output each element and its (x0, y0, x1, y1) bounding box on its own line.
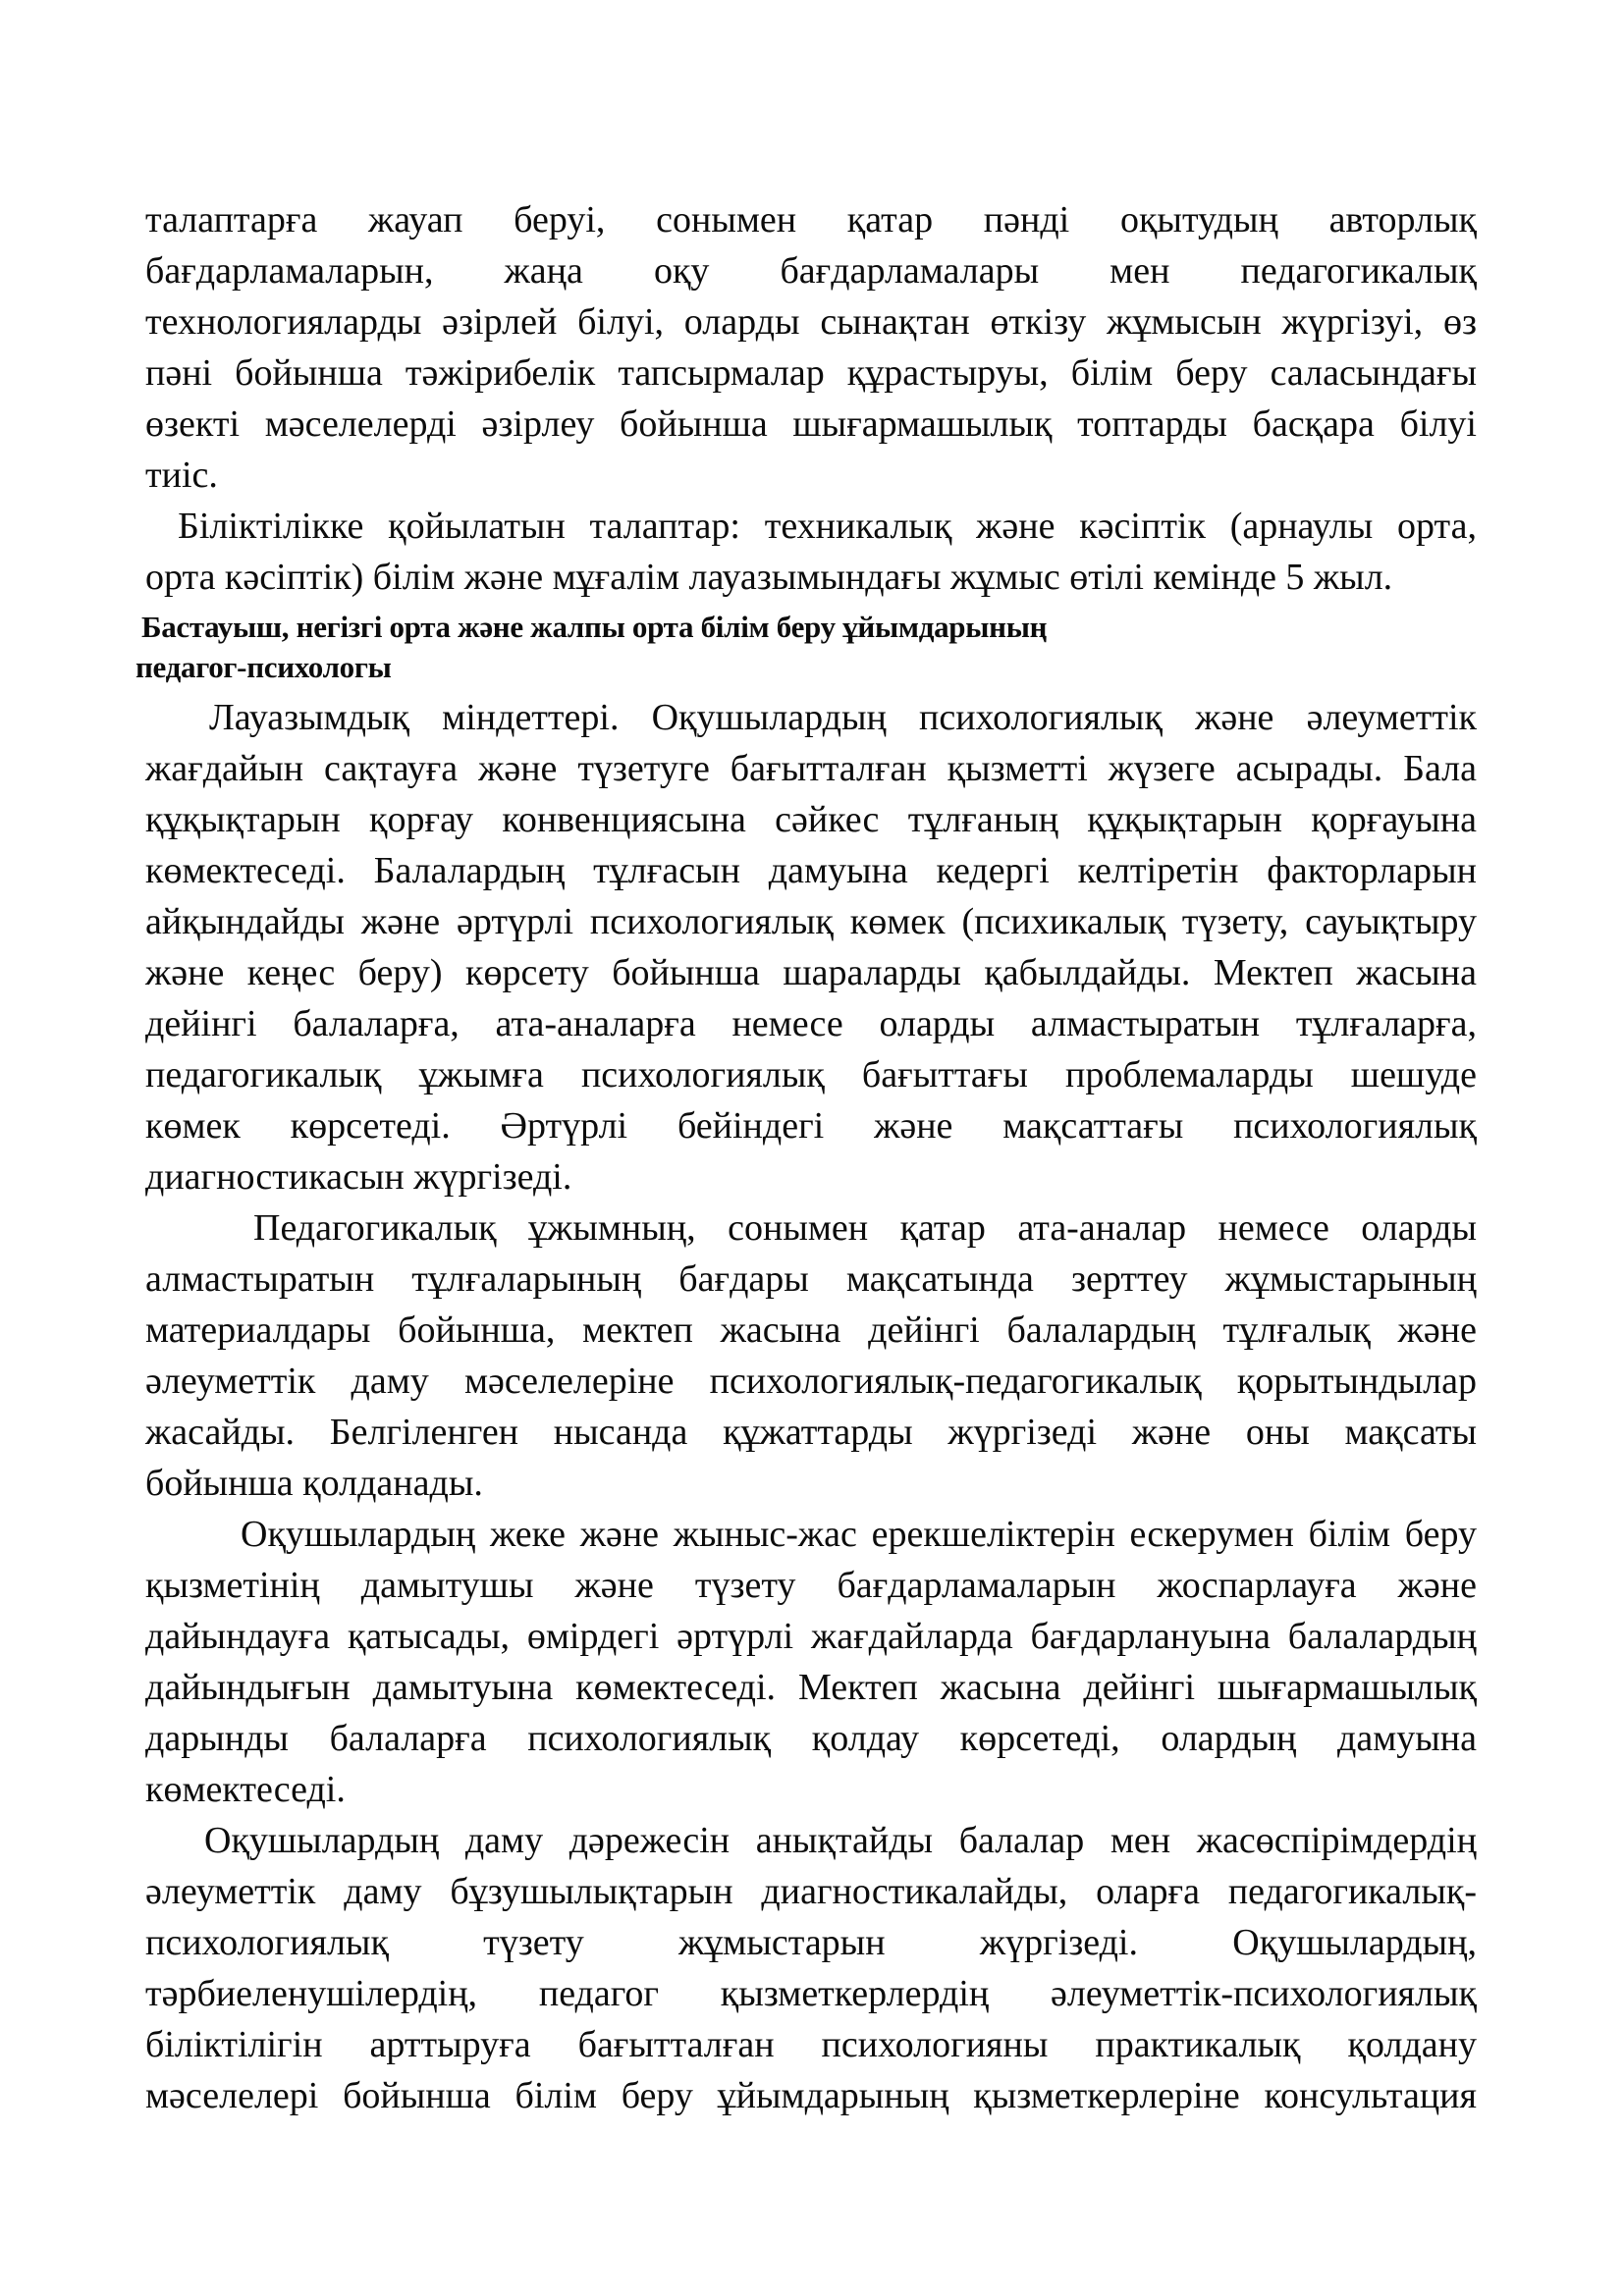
paragraph (145, 501, 1477, 603)
paragraph (145, 692, 1477, 1202)
text-line: пәні бойынша тәжірибелік тапсырмалар құрастыруы, білім беру саласындағы (145, 352, 1477, 394)
text-line: алмастыратын тұлғаларының бағдары мақсатында зерттеу жұмыстарының (145, 1258, 1477, 1300)
text-line: педагогикалық ұжымға психологиялық бағыттағы проблемаларды шешуде (145, 1054, 1477, 1095)
text-line: Лауазымдық міндеттері. Оқушылардың психологиялық және әлеуметтік (209, 697, 1477, 738)
paragraph (145, 194, 1477, 501)
text-line: дарынды балаларға психологиялық қолдау көрсетеді, олардың дамуына (145, 1718, 1477, 1759)
text-line: өзекті мәселелерді әзірлеу бойынша шығармашылық топтарды басқара білуі (145, 403, 1477, 445)
text-line: мәселелері бойынша білім беру ұйымдарының қызметкерлеріне консультация (145, 2075, 1477, 2116)
text-line: жағдайын сақтауға және түзетуге бағытталған қызметті жүзеге асырады. Бала (145, 748, 1477, 789)
paragraph (145, 1202, 1477, 1509)
text-line: әлеуметтік даму мәселелеріне психологиялық-педагогикалық қорытындылар (145, 1361, 1477, 1402)
text-line: дайындауға қатысады, өмірдегі әртүрлі жағдайларда бағдарлануына балалардың (145, 1616, 1477, 1657)
text-line: бағдарламаларын, жаңа оқу бағдарламалары мен педагогикалық (145, 250, 1477, 292)
text-line: материалдары бойынша, мектеп жасына дейінгі балалардың тұлғалық және (145, 1309, 1477, 1351)
text-line: дейінгі балаларға, ата-аналарға немесе оларды алмастыратын тұлғаларға, (145, 1003, 1477, 1044)
text-line: технологияларды әзірлей білуі, оларды сынақтан өткізу жұмысын жүргізуі, өз (145, 301, 1477, 343)
heading-line: педагог-психологы (135, 650, 392, 684)
text-line: және кеңес беру) көрсету бойынша шараларды қабылдайды. Мектеп жасына (145, 952, 1477, 993)
text-line: тиіс. (145, 454, 218, 496)
paragraph (145, 1509, 1477, 1815)
text-line: айқындайды және әртүрлі психологиялық көмек (психикалық түзету, сауықтыру (145, 901, 1477, 942)
document-text-block (135, 194, 1477, 2121)
text-line: жасайды. Белгіленген нысанда құжаттарды жүргізеді және оны мақсаты (145, 1412, 1477, 1453)
text-line: қызметінің дамытушы және түзету бағдарламаларын жоспарлауға және (145, 1565, 1477, 1606)
text-line: құқықтарын қорғау конвенциясына сәйкес тұлғаның құқықтарын қорғауына (145, 799, 1477, 840)
text-line: талаптарға жауап беруі, сонымен қатар пәнді оқытудың авторлық (145, 199, 1477, 240)
text-line: орта кәсіптік) білім және мұғалім лауазымындағы жұмыс өтілі кемінде 5 жыл. (145, 557, 1393, 598)
text-line: Педагогикалық ұжымның, сонымен қатар ата-аналар немесе оларды (253, 1207, 1477, 1249)
text-line: Біліктілікке қойылатын талаптар: техникалық және кәсіптік (арнаулы орта, (178, 506, 1477, 547)
text-line: диагностикасын жүргізеді. (145, 1156, 572, 1198)
text-line: тәрбиеленушілердің, педагог қызметкерлердің әлеуметтік-психологиялық (145, 1973, 1477, 2014)
text-line: біліктілігін арттыруға бағытталған психологияны практикалық қолдану (145, 2024, 1477, 2065)
text-line: психологиялық түзету жұмыстарын жүргізеді. Оқушылардың, (145, 1922, 1477, 1963)
paragraph (145, 1815, 1477, 2121)
text-line: бойынша қолданады. (145, 1463, 483, 1504)
text-line: әлеуметтік даму бұзушылықтарын диагностикалайды, оларға педагогикалық- (145, 1871, 1477, 1912)
section-heading (135, 607, 1477, 687)
text-line: көмектеседі. (145, 1769, 346, 1810)
text-line: Оқушылардың даму дәрежесін анықтайды балалар мен жасөспірімдердің (204, 1820, 1477, 1861)
text-line: Оқушылардың жеке және жыныс-жас ерекшеліктерін ескерумен білім беру (241, 1514, 1477, 1555)
heading-line: Бастауыш, негізгі орта және жалпы орта білім беру ұйымдарының (141, 610, 1048, 644)
text-line: көмек көрсетеді. Әртүрлі бейіндегі және мақсаттағы психологиялық (145, 1105, 1477, 1147)
text-line: дайындығын дамытуына көмектеседі. Мектеп жасына дейінгі шығармашылық (145, 1667, 1477, 1708)
text-line: көмектеседі. Балалардың тұлғасын дамуына кедергі келтіретін факторларын (145, 850, 1477, 891)
